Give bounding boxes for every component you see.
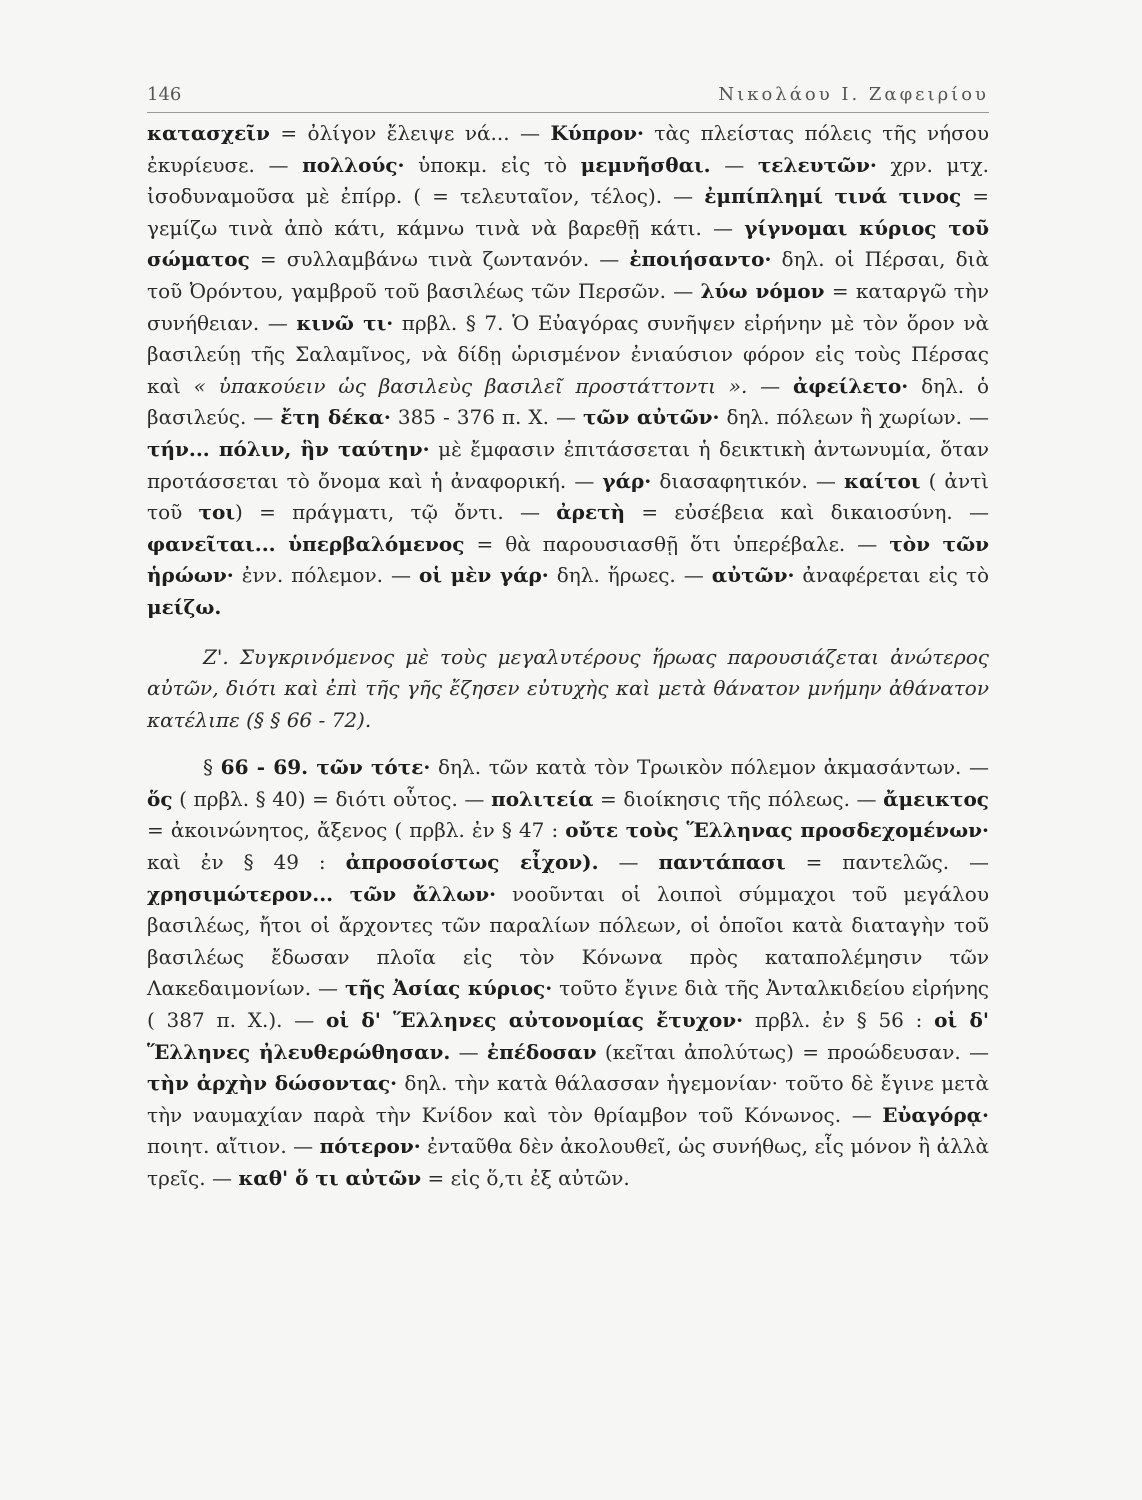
- lemma-term: τὸν τῶν ἡρώων·: [147, 531, 989, 588]
- text-run: δηλ. τὴν κατὰ θάλασσαν ἡγεμονίαν· τοῦτο δὲ ἔγινε μετὰ τὴν ναυμαχίαν παρὰ τὴν Κνίδον καὶ τὸν θρίαμβον τοῦ Κόνωνος. —: [147, 1071, 989, 1127]
- lemma-term: ἐπέδοσαν: [486, 1039, 597, 1064]
- text-run: ( ἀντὶ τοῦ: [147, 468, 990, 525]
- lemma-term: αὐτῶν·: [711, 563, 795, 588]
- text-run: —: [450, 1039, 487, 1064]
- text-run: ( πρβλ. § 40) = διότι οὗτος. —: [172, 786, 492, 811]
- lemma-term: ὅς: [147, 786, 173, 811]
- lemma-term: μεμνῆσθαι.: [580, 152, 711, 177]
- text-run: δηλ. πόλεων ἢ χωρίων. —: [719, 405, 989, 430]
- text-run: δηλ. οἱ Πέρσαι, διὰ τοῦ Ὀρόντου, γαμβροῦ τοῦ βασιλέως τῶν Περσῶν. —: [147, 247, 989, 303]
- lemma-term: φανεῖται... ὑπερβαλόμενος: [147, 531, 465, 556]
- text-run: §: [203, 755, 221, 780]
- text-run: —: [710, 152, 758, 177]
- lemma-term: πολλούς·: [302, 152, 405, 177]
- text-run: δηλ. ἥρωες. —: [548, 563, 712, 588]
- text-run: τοῦτο ἔγινε διὰ τῆς Ἀνταλκιδείου εἰρήνης ( 387 π. Χ.). —: [147, 976, 989, 1033]
- lemma-term: τοι: [198, 500, 236, 525]
- lemma-term: οἱ δ' Ἕλληνες αὐτονομίας ἔτυχον·: [325, 1008, 744, 1033]
- lemma-term: πολιτεία: [491, 786, 594, 811]
- lemma-term: τήν... πόλιν, ἣν ταύτην·: [147, 436, 430, 461]
- italic-text: « ὑπακούειν ὡς βασιλεὺς βασιλεῖ προστάττοντι ».: [193, 373, 748, 398]
- lemma-term: ἀφείλετο·: [793, 373, 909, 398]
- lemma-term: ἐποιήσαντο·: [629, 247, 772, 272]
- lemma-term: χρησιμώτερον... τῶν ἄλλων·: [147, 881, 497, 906]
- running-head: Νικολάου Ι. Ζαφειρίου: [718, 84, 989, 105]
- text-run: καὶ ἐν § 49 :: [147, 850, 346, 875]
- text-run: —: [747, 373, 793, 398]
- text-run: διασαφητικόν. —: [651, 468, 844, 493]
- lemma-term: 66 - 69. τῶν τότε·: [220, 755, 431, 780]
- text-run: δηλ. τῶν κατὰ τὸν Τρωικὸν πόλεμον ἀκμασάντων. —: [430, 755, 990, 780]
- text-run: πρβλ. ἐν § 56 :: [743, 1008, 935, 1033]
- text-run: δηλ. ὁ βασιλεύς. —: [147, 373, 990, 430]
- lemma-term: γάρ·: [602, 468, 652, 493]
- lemma-term: τῶν αὐτῶν·: [582, 405, 720, 430]
- text-run: 385 - 376 π. Χ. —: [390, 405, 583, 430]
- text-run: = καταργῶ τὴν συνήθειαν. —: [147, 278, 990, 335]
- lemma-term: λύω νόμον: [700, 278, 825, 303]
- text-run: τὰς πλείστας πόλεις τῆς νήσου ἐκυρίευσε. —: [147, 121, 989, 177]
- text-run: χρν. μτχ. ἰσοδυναμοῦσα μὲ ἐπίρρ. ( = τελευταῖον, τέλος). —: [147, 152, 989, 209]
- lemma-term: ἐμπίπλημί τινά τινος: [704, 184, 962, 209]
- text-run: (κεῖται ἀπολύτως) = προώδευσαν. —: [596, 1039, 989, 1064]
- paragraph: [147, 642, 989, 737]
- lemma-term: Εὐαγόρᾳ·: [882, 1102, 989, 1127]
- text-run: = γεμίζω τινὰ ἀπὸ κάτι, κάμνω τινὰ νὰ βαρεθῇ κάτι. —: [147, 184, 989, 240]
- lemma-term: ἄμεικτος: [883, 786, 989, 811]
- text-run: ἀναφέρεται εἰς τὸ: [794, 563, 989, 588]
- lemma-term: κινῶ τι·: [296, 310, 394, 335]
- lemma-term: οἱ δ' Ἕλληνες ἠλευθερώθησαν.: [147, 1008, 989, 1064]
- text-run: ὑποκμ. εἰς τὸ: [404, 152, 581, 177]
- lemma-term: τὴν ἀρχὴν δώσοντας·: [147, 1071, 398, 1096]
- text-run: = ὀλίγον ἔλειψε νά... —: [269, 121, 551, 145]
- text-run: = θὰ παρουσιασθῇ ὅτι ὑπερέβαλε. —: [464, 531, 890, 556]
- lemma-term: γίγνομαι κύριος τοῦ σώματος: [147, 215, 989, 272]
- text-run: ἐνν. πόλεμον. —: [233, 563, 419, 588]
- lemma-term: παντάπασι: [658, 850, 786, 875]
- lemma-term: οἱ μὲν γάρ·: [418, 563, 549, 588]
- text-run: πρβλ. § 7. Ὁ Εὐαγόρας συνῆψεν εἰρήνην μὲ τὸν ὅρον νὰ βασιλεύῃ τῆς Σαλαμῖνος, νὰ δίδῃ ὡρισμένον ἐνιαύσιον φόρον εἰς τοὺς Πέρσας καὶ: [147, 310, 989, 398]
- lemma-term: Κύπρον·: [550, 121, 644, 145]
- text-run: ἐνταῦθα δὲν ἀκολουθεῖ, ὡς συνήθως, εἷς μόνον ἢ ἀλλὰ τρεῖς. —: [147, 1134, 989, 1190]
- text-run: ) = πράγματι, τῷ ὄντι. —: [235, 500, 557, 525]
- text-run: = διοίκησις τῆς πόλεως. —: [593, 786, 884, 811]
- text-run: = παντελῶς. —: [785, 850, 990, 875]
- text-run: = συλλαμβάνω τινὰ ζωντανόν. —: [249, 247, 630, 272]
- text-run: = εἰς ὅ,τι ἐξ αὐτῶν.: [421, 1166, 630, 1190]
- text-run: = ἀκοινώνητος, ἄξενος ( πρβλ. ἐν § 47 :: [147, 818, 566, 843]
- lemma-term: τῆς Ἀσίας κύριος·: [345, 976, 553, 1001]
- text-run: = εὐσέβεια καὶ δικαιοσύνη. —: [625, 500, 990, 525]
- text-run: μὲ ἔμφασιν ἐπιτάσσεται ἡ δεικτικὴ ἀντωνυμία, ὅταν προτάσσεται τὸ ὄνομα καὶ ἡ ἀναφορική. —: [147, 436, 989, 493]
- lemma-term: καίτοι: [843, 468, 921, 493]
- lemma-term: καθ' ὅ τι αὐτῶν: [238, 1166, 422, 1190]
- paragraph: [147, 118, 989, 624]
- lemma-term: οὔτε τοὺς Ἕλληνας προσδεχομένων·: [565, 818, 989, 843]
- lemma-term: ἀρετὴ: [556, 500, 626, 525]
- paragraph: [147, 752, 989, 1194]
- text-run: νοοῦνται οἱ λοιποὶ σύμμαχοι τοῦ μεγάλου βασιλέως, ἤτοι οἱ ἄρχοντες τῶν παραλίων πόλεων, οἱ ὁποῖοι κατὰ διαταγὴν τοῦ βασιλέως ἔδωσαν πλοῖα εἰς τὸν Κόνωνα πρὸς καταπολέμησιν τῶν Λακεδαιμονίων. —: [147, 881, 989, 1001]
- lemma-term: κατασχεῖν: [147, 121, 270, 145]
- text-run: ποιητ. αἴτιον. —: [147, 1134, 320, 1159]
- lemma-term: ἀπροσοίστως εἶχον).: [345, 850, 599, 875]
- commentary-body: [147, 118, 989, 1195]
- lemma-term: πότερον·: [319, 1134, 421, 1159]
- lemma-term: ἔτη δέκα·: [280, 405, 391, 430]
- text-run: —: [598, 850, 659, 875]
- lemma-term: μείζω.: [147, 594, 222, 619]
- page-number: 146: [147, 84, 182, 105]
- lemma-term: τελευτῶν·: [757, 152, 877, 177]
- page-header: [147, 78, 989, 113]
- italic-text: Ζ'. Συγκρινόμενος μὲ τοὺς μεγαλυτέρους ἥρωας παρουσιάζεται ἀνώτερος αὐτῶν, διότι καὶ ἐπὶ τῆς γῆς ἔζησεν εὐτυχὴς καὶ μετὰ θάνατον μνήμην ἀθάνατον κατέλιπε (§ § 66 - 72).: [147, 644, 989, 732]
